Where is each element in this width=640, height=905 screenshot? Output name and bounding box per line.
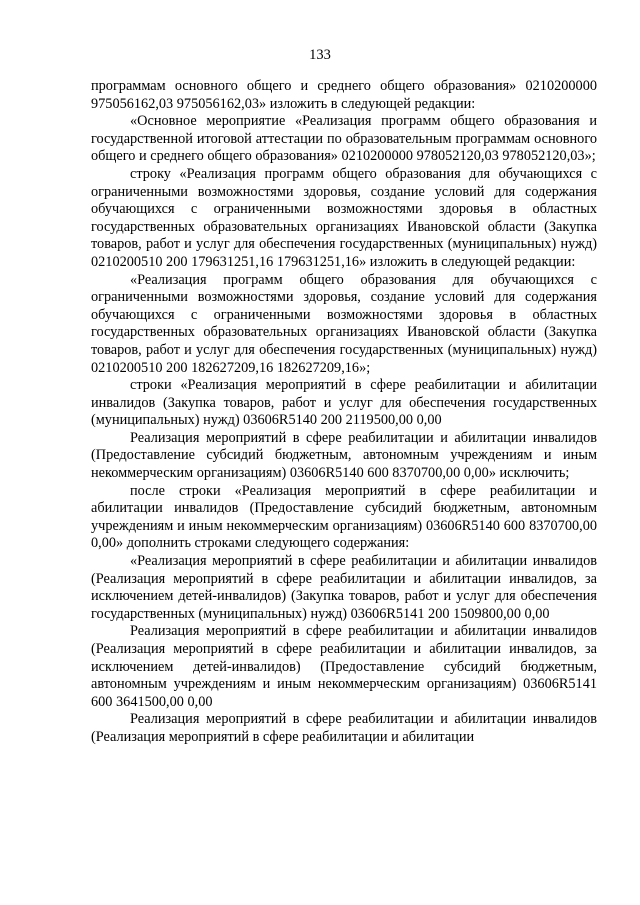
paragraph-new-row-continued: Реализация мероприятий в сфере реабилитации и абилитации инвалидов (Реализация мероприятий в сфере реабилитации и абилитации [91,711,597,745]
paragraph-rows-rehabilitation-procurement: строки «Реализация мероприятий в сфере реабилитации и абилитации инвалидов (Закупка товаров, работ и услуг для обеспечения государственных (муниципальных) нужд) 03606R5140 200 2119500,00 0,00 [91,377,597,429]
paragraph-new-main-activity: «Основное мероприятие «Реализация программ общего образования и государственной итоговой аттестации по образовательным программам основного общего и среднего общего образования» 0210200000 978052120,03 978052120,03»; [91,113,597,165]
document-body [91,78,597,747]
paragraph-row-special-needs-old: строку «Реализация программ общего образования для обучающихся с ограниченными возможностями здоровья, создание условий для содержания обучающихся с ограниченными возможностями здоровья в областных государственных образовательных организациях Ивановской области (Закупка товаров, работ и услуг для обеспечения государственных (муниципальных) нужд) 0210200510 200 179631251,16 179631251,16» изложить в следующей редакции: [91,165,597,270]
paragraph-row-special-needs-new: «Реализация программ общего образования для обучающихся с ограниченными возможностями здоровья, создание условий для содержания обучающихся с ограниченными возможностями здоровья в областных государственных образовательных организациях Ивановской области (Закупка товаров, работ и услуг для обеспечения государственных (муниципальных) нужд) 0210200510 200 182627209,16 182627209,16»; [91,271,597,376]
paragraph-rows-rehabilitation-subsidies: Реализация мероприятий в сфере реабилитации и абилитации инвалидов (Предоставление субсидий бюджетным, автономным учреждениям и иным некоммерческим организациям) 03606R5140 600 8370700,00 0,00» исключить; [91,429,597,482]
paragraph-new-row-subsidies: Реализация мероприятий в сфере реабилитации и абилитации инвалидов (Реализация мероприятий в сфере реабилитации и абилитации инвалидов, за исключением детей-инвалидов) (Предоставление субсидий бюджетным, автономным учреждениям и иным некоммерческим организациям) 03606R5141 600 3641500,00 0,00 [91,623,597,710]
paragraph-continuation: программам основного общего и среднего общего образования» 0210200000 975056162,03 975056162,03» изложить в следующей редакции: [91,78,597,112]
page-number: 133 [309,47,331,63]
paragraph-new-row-procurement: «Реализация мероприятий в сфере реабилитации и абилитации инвалидов (Реализация мероприятий в сфере реабилитации и абилитации инвалидов, за исключением детей-инвалидов) (Закупка товаров, работ и услуг для обеспечения государственных (муниципальных) нужд) 03606R5141 200 1509800,00 0,00 [91,553,597,622]
paragraph-after-row-instruction: после строки «Реализация мероприятий в сфере реабилитации и абилитации инвалидов (Предоставление субсидий бюджетным, автономным учреждениям и иным некоммерческим организациям) 03606R5140 600 8370700,00 0,00» дополнить строками следующего содержания: [91,482,597,552]
